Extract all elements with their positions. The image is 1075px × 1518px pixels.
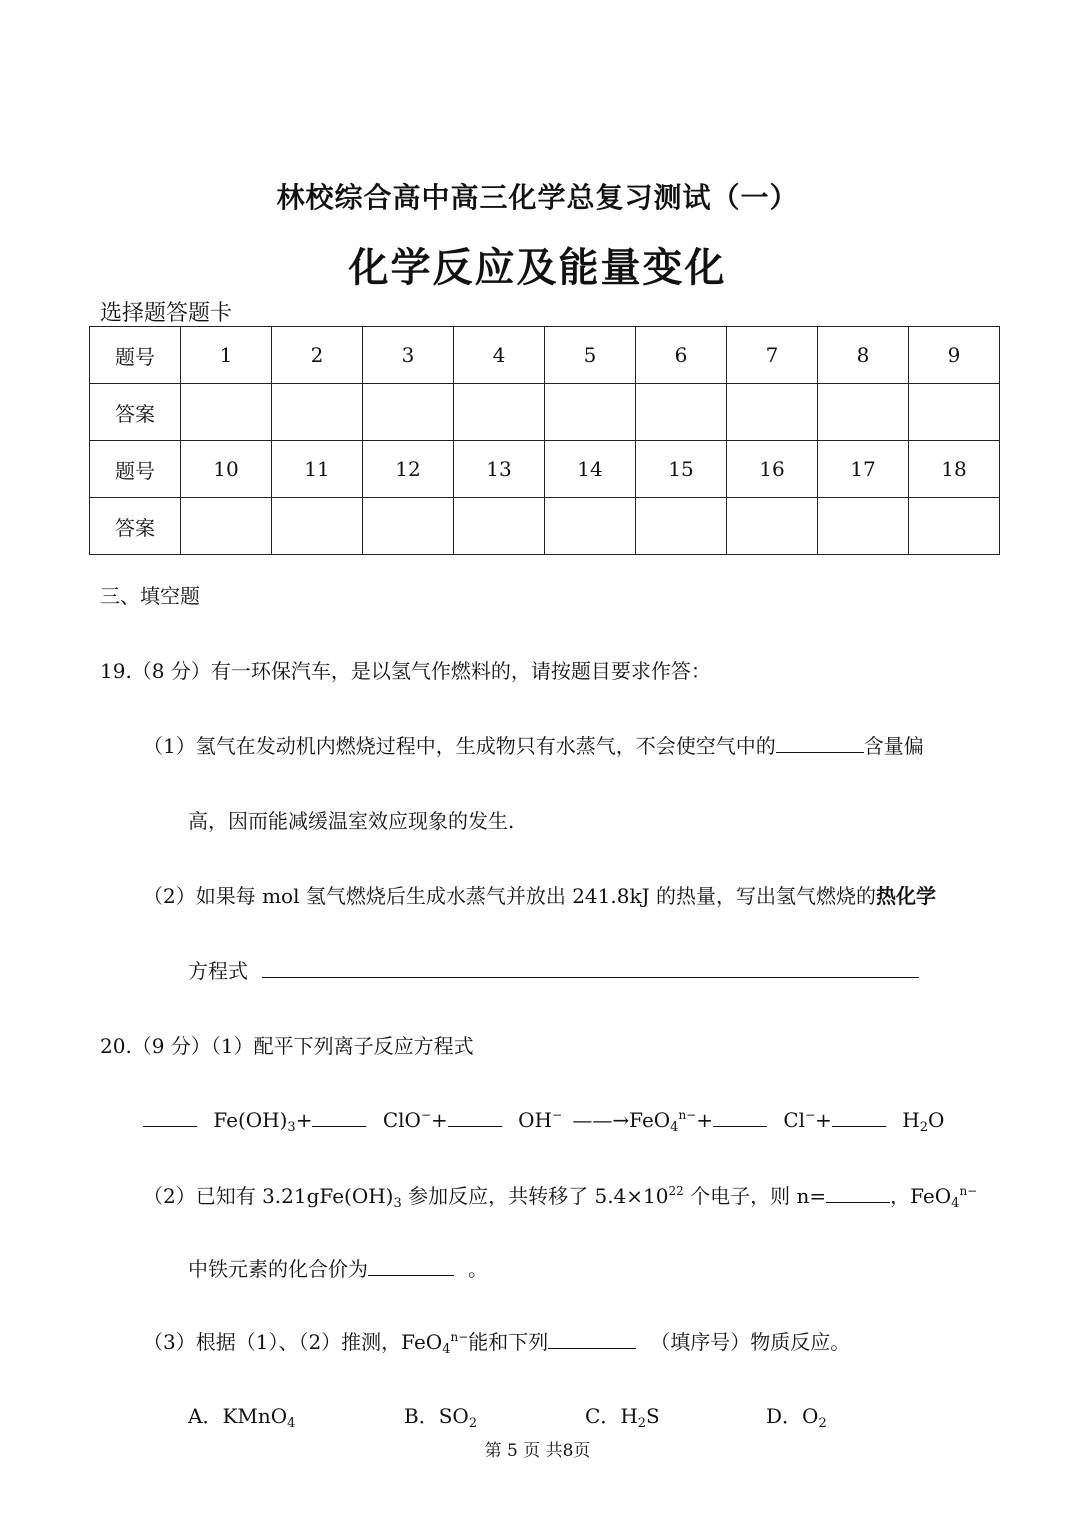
qnum-cell: 7 (727, 327, 818, 384)
q19-part2-label: 方程式 (188, 959, 248, 983)
qnum-cell: 4 (454, 327, 545, 384)
option-letter: C． (585, 1404, 621, 1428)
option-formula: S (646, 1404, 660, 1428)
q19-part1-line2: 高，因而能减缓温室效应现象的发生. (188, 809, 515, 833)
eq-sub: 4 (287, 1416, 296, 1431)
qnum-cell: 16 (727, 441, 818, 498)
q20-part2-text: 。 (468, 1257, 488, 1281)
main-title: 化学反应及能量变化 (348, 245, 727, 291)
reaction-arrow: ——→ (572, 1108, 630, 1132)
eq-term: ClO (382, 1108, 421, 1132)
eq-plus: + (815, 1108, 832, 1132)
eq-plus: + (696, 1108, 714, 1132)
eq-plus: + (295, 1108, 313, 1132)
option-formula: H (620, 1404, 638, 1428)
qnum-cell: 3 (363, 327, 454, 384)
table-row-qnum-2 (90, 441, 1000, 498)
answer-card-label: 选择题答题卡 (100, 301, 233, 326)
eq-sub: 4 (951, 1196, 960, 1211)
eq-sup: − (420, 1108, 431, 1122)
answer-cell[interactable] (727, 384, 818, 441)
qnum-cell: 13 (454, 441, 545, 498)
q19-part2-text: （2）如果每 mol 氢气燃烧后生成水蒸气并放出 241.8kJ 的热量，写出氢气燃烧的 (143, 884, 876, 908)
q20-part2-text: （2）已知有 3.21gFe(OH) (143, 1184, 394, 1208)
q20-part2-text: ，FeO (890, 1184, 952, 1208)
eq-term: OH (518, 1108, 552, 1132)
q19-part2-bold: 热化学 (875, 884, 936, 908)
qnum-cell: 8 (818, 327, 909, 384)
table-row-answer-2 (90, 498, 1000, 555)
q20-part2-text: 参加反应，共转移了 5.4×10 (401, 1184, 669, 1208)
section-title: 三、填空题 (100, 584, 200, 608)
qnum-cell: 2 (272, 327, 363, 384)
eq-sub: 2 (637, 1416, 647, 1431)
eq-sup: n− (450, 1330, 469, 1344)
option-letter: D． (766, 1404, 803, 1428)
answer-cell[interactable] (818, 498, 909, 555)
qnum-cell: 14 (545, 441, 636, 498)
q19-stem: 19.（8 分）有一环保汽车，是以氢气作燃料的，请按题目要求作答： (100, 659, 711, 683)
q19-part2-line1 (143, 880, 936, 909)
q20-part2-text: 中铁元素的化合价为 (188, 1257, 368, 1281)
answer-cell[interactable] (363, 384, 454, 441)
q20-part2-text: 个电子，则 n= (683, 1184, 827, 1208)
q20-part3-text: （填序号）物质反应。 (650, 1330, 851, 1354)
eq-sub: 3 (393, 1196, 402, 1211)
qnum-cell: 17 (818, 441, 909, 498)
equation-answer-blank[interactable] (262, 957, 919, 978)
answer-cell[interactable] (909, 498, 1000, 555)
option-c (585, 1400, 660, 1431)
eq-plus: + (431, 1108, 448, 1132)
answer-cell[interactable] (636, 498, 727, 555)
valence-answer-blank[interactable] (368, 1255, 454, 1276)
eq-sub: 2 (919, 1120, 928, 1135)
option-a (188, 1400, 295, 1431)
answer-cell[interactable] (818, 384, 909, 441)
option-letter: A． (188, 1404, 223, 1428)
option-d (766, 1400, 827, 1431)
eq-sup: − (805, 1108, 816, 1122)
qnum-cell: 9 (909, 327, 1000, 384)
coef-blank[interactable] (143, 1106, 197, 1127)
eq-sub: 4 (670, 1120, 679, 1135)
answer-cell[interactable] (636, 384, 727, 441)
coef-blank[interactable] (448, 1106, 502, 1127)
option-formula: O (802, 1404, 819, 1428)
qnum-label: 题号 (90, 327, 181, 384)
answer-cell[interactable] (363, 498, 454, 555)
answer-cell[interactable] (545, 384, 636, 441)
eq-term: FeO (629, 1108, 671, 1132)
coef-blank[interactable] (312, 1106, 366, 1127)
eq-sub: 4 (442, 1342, 451, 1357)
q19-part1-line1 (143, 730, 924, 759)
qnum-cell: 5 (545, 327, 636, 384)
eq-sup: n− (959, 1184, 978, 1198)
answer-cell[interactable] (909, 384, 1000, 441)
qnum-cell: 6 (636, 327, 727, 384)
eq-sup: − (551, 1108, 563, 1122)
answer-blank[interactable] (776, 732, 864, 753)
eq-term: Fe(OH) (213, 1108, 288, 1132)
q19-part2-line2 (188, 955, 919, 984)
q19-part1-text: （1）氢气在发动机内燃烧过程中，生成物只有水蒸气，不会使空气中的 (143, 734, 776, 758)
qnum-cell: 12 (363, 441, 454, 498)
q20-part2-line2 (188, 1253, 488, 1282)
coef-blank[interactable] (832, 1106, 886, 1127)
answer-cell[interactable] (181, 498, 272, 555)
answer-cell[interactable] (272, 498, 363, 555)
option-letter: B． (404, 1404, 439, 1428)
answer-label: 答案 (90, 498, 181, 555)
answer-cell[interactable] (454, 384, 545, 441)
eq-sup: 22 (668, 1184, 684, 1198)
qnum-cell: 11 (272, 441, 363, 498)
q20-equation (143, 1106, 944, 1135)
eq-term: H (902, 1108, 920, 1132)
answer-cell[interactable] (181, 384, 272, 441)
q20-part3-text: （3）根据（1）、（2）推测，FeO (143, 1330, 443, 1354)
table-row-qnum-1 (90, 327, 1000, 384)
qnum-cell: 15 (636, 441, 727, 498)
answer-label: 答案 (90, 384, 181, 441)
n-answer-blank[interactable] (826, 1182, 890, 1203)
q20-part3-line (143, 1326, 850, 1357)
option-formula: SO (438, 1404, 469, 1428)
page-footer: 第 5 页 共8页 (484, 1441, 591, 1461)
qnum-label: 题号 (90, 441, 181, 498)
eq-term: Cl (783, 1108, 806, 1132)
answer-cell[interactable] (545, 498, 636, 555)
q20-part3-text: 能和下列 (468, 1330, 549, 1354)
eq-sub: 2 (818, 1416, 827, 1431)
school-title: 林校综合高中高三化学总复习测试（一） (276, 181, 799, 214)
answer-cell[interactable] (272, 384, 363, 441)
table-row-answer-1 (90, 384, 1000, 441)
eq-sub: 3 (287, 1120, 296, 1135)
q19-part1-tail: 含量偏 (863, 734, 924, 758)
q20-stem: 20.（9 分）（1）配平下列离子反应方程式 (100, 1034, 474, 1058)
answer-cell[interactable] (454, 498, 545, 555)
choice-answer-blank[interactable] (548, 1328, 636, 1349)
eq-sup: n− (678, 1108, 697, 1122)
answer-cell[interactable] (727, 498, 818, 555)
answer-card-table (89, 326, 1000, 555)
option-b (404, 1400, 477, 1431)
qnum-cell: 10 (181, 441, 272, 498)
eq-term: O (928, 1108, 945, 1132)
option-formula: KMnO (222, 1404, 288, 1428)
eq-sub: 2 (468, 1416, 478, 1431)
qnum-cell: 1 (181, 327, 272, 384)
qnum-cell: 18 (909, 441, 1000, 498)
coef-blank[interactable] (713, 1106, 767, 1127)
q20-part2-line1 (143, 1180, 977, 1211)
